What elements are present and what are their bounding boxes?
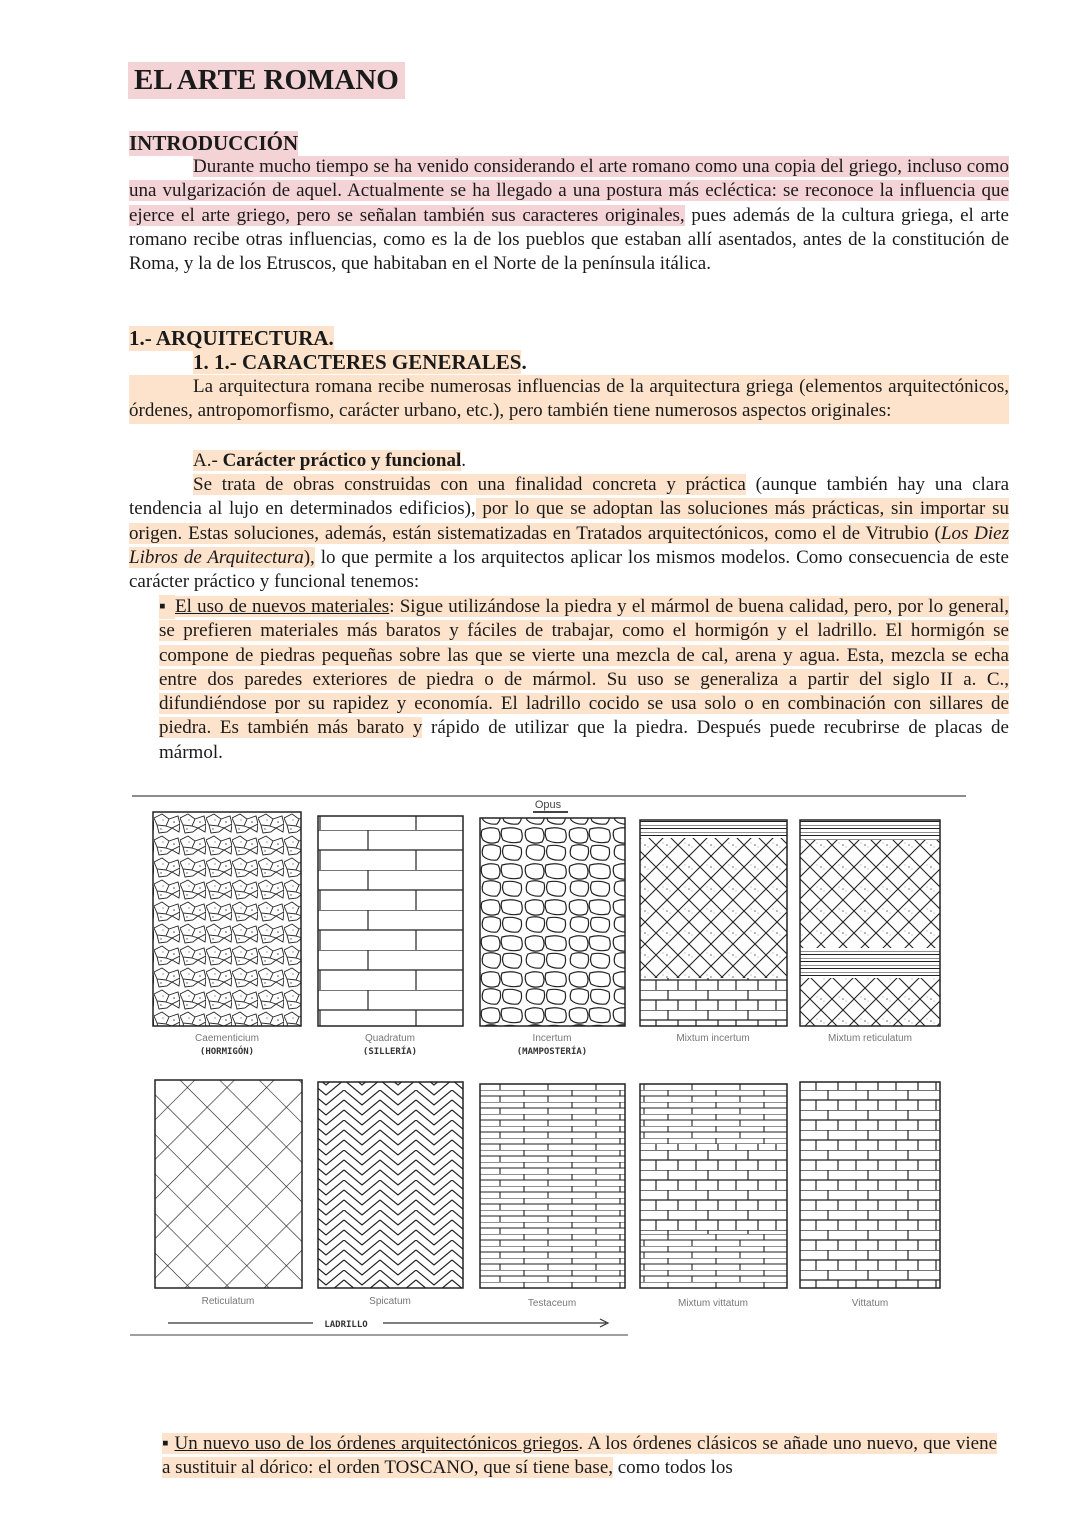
intro-paragraph <box>129 155 1009 276</box>
document-title: EL ARTE ROMANO <box>128 62 405 99</box>
panel-spicatum <box>318 1082 463 1288</box>
bullet-nuevos-materiales: ▪ El uso de nuevos materiales: Sigue utilizándose la piedra y el mármol de buena calidad, pero, por lo general, se prefieren materiales más baratos y fáciles de trabajar, como el hormigón y el ladrillo. El hormigón se compone de piedras pequeñas sobre las que se vierte una mezcla de cal, arena y agua. Esta, mezcla se echa entre dos paredes exteriores de piedra o de mármol. Su uso se generaliza a partir del siglo II a. C., difundiéndose por su rapidez y economía. El ladrillo cocido se usa solo o en combinación con sillares de piedra. Es también más barato y rápido de utilizar que la piedra. Después puede recubrirse de placas de mármol. <box>159 596 1009 763</box>
intro-text-rest: pues además de la cultura griega, el arte romano recibe otras influencias, como es la de los pueblos que estaban allí asentados, antes de la constitución de Roma, y la de los Etruscos, que habitaban en el Norte de la península itálica. <box>129 204 1009 275</box>
caption-testaceum: Testaceum <box>527 1298 577 1309</box>
section1-paragraph: La arquitectura romana recibe numerosas influencias de la arquitectura griega (elementos arquitectónicos, órdenes, antropomorfismo, carácter urbano, etc.), pero también tiene numerosos aspectos originales: <box>129 375 1009 424</box>
caption-mixtum-incertum: Mixtum incertum <box>676 1033 750 1044</box>
bullet-marker-2: ▪ <box>162 1433 170 1454</box>
intro-heading: INTRODUCCIÓN <box>129 131 299 155</box>
note-silleria: (SILLERÍA) <box>362 1047 418 1057</box>
intro-text-highlight: Durante mucho tiempo se ha venido considerando el arte romano como una copia del griego, incluso como una vulgarización de aquel. Actualmente se ha llegado a una postura más ecléctica: se reconoce la influencia que ejerce el arte griego, pero se señalan también sus caracteres originales, <box>129 156 1009 226</box>
point-a-heading: A.- Carácter práctico y funcional. <box>193 450 466 471</box>
bullet-marker: ▪ <box>159 595 175 619</box>
note-hormigon: (HORMIGÓN) <box>199 1047 255 1057</box>
bullet-ordenes: ▪ Un nuevo uso de los órdenes arquitectónicos griegos. A los órdenes clásicos se añade uno nuevo, que viene a sustituir al dórico: el orden TOSCANO, que sí tiene base, como todos los <box>162 1433 997 1479</box>
caption-spicatum: Spicatum <box>369 1296 411 1307</box>
panel-mixtum-reticulatum <box>800 820 940 1026</box>
opus-label: Opus <box>534 799 562 811</box>
caption-mixtum-reticulatum: Mixtum reticulatum <box>828 1033 912 1044</box>
section-heading-arquitectura: 1.- ARQUITECTURA. <box>129 326 334 350</box>
caption-reticulatum: Reticulatum <box>201 1296 255 1307</box>
point-a-paragraph: Se trata de obras construidas con una finalidad concreta y práctica (aunque también hay una clara tendencia al lujo en determinados edificios), por lo que se adoptan las soluciones más prácticas, sin importar su origen. Estas soluciones, además, están sistematizadas en Tratados arquitectónicos, como el de Vitrubio (Los Diez Libros de Arquitectura), lo que permite a los arquitectos aplicar los mismos modelos. Como consecuencia de este carácter práctico y funcional tenemos: <box>129 474 1010 593</box>
caption-caementicium: Caementicium <box>195 1033 259 1044</box>
caption-incertum: Incertum <box>532 1033 572 1044</box>
panel-testaceum <box>480 1084 625 1288</box>
caption-quadratum: Quadratum <box>364 1033 416 1044</box>
subsection-heading: 1. 1.- CARACTERES GENERALES. <box>193 350 527 374</box>
panel-caementicium <box>153 812 301 1026</box>
panel-mixtum-vittatum <box>640 1084 787 1288</box>
book-title: Los Diez Libros de Arquitectura <box>129 522 1009 568</box>
bullet-label: El uso de nuevos materiales <box>175 596 390 617</box>
bullet-label-2: Un nuevo uso de los órdenes arquitectónicos griegos <box>174 1433 579 1454</box>
ladrillo-label: LADRILLO <box>324 1320 368 1330</box>
panel-reticulatum <box>155 1080 302 1288</box>
panel-quadratum <box>318 816 463 1026</box>
opus-types-figure <box>128 790 970 1340</box>
caption-mixtum-vittatum: Mixtum vittatum <box>677 1298 749 1309</box>
panel-mixtum-incertum <box>640 820 787 1026</box>
panel-vittatum <box>800 1082 940 1288</box>
panel-incertum <box>480 818 625 1026</box>
note-mamposteria: (MAMPOSTERÍA) <box>516 1047 588 1057</box>
caption-vittatum: Vittatum <box>851 1298 889 1309</box>
